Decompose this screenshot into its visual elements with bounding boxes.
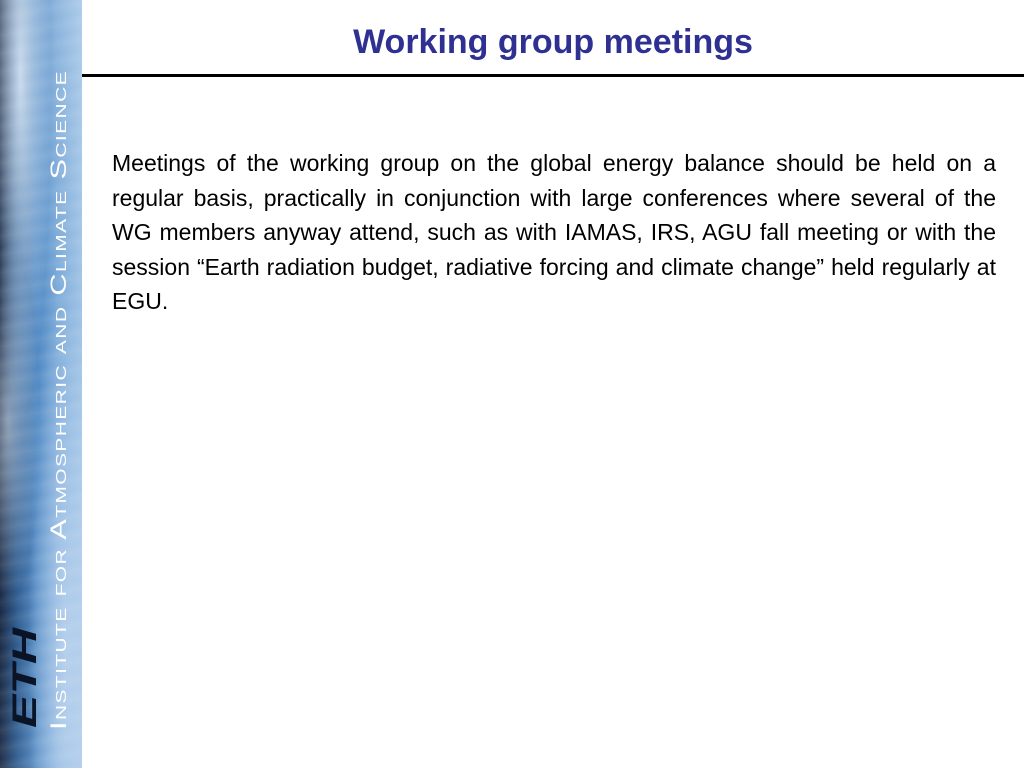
institute-name: Institute for Atmospheric and Climate Science <box>46 257 71 730</box>
eth-logo: ETH <box>6 660 44 728</box>
body-paragraph: Meetings of the working group on the global energy balance should be held on a regular basis, practically in conjunction with large conferences where several of the WG members anyway attend, such as with IAMAS, IRS, AGU fall meeting or with the session “Earth radiation budget, radiative forcing and climate change” held regularly at EGU. <box>112 150 996 314</box>
slide-title: Working group meetings <box>353 23 753 61</box>
sidebar-branding <box>0 0 82 768</box>
title-divider <box>82 74 1024 77</box>
